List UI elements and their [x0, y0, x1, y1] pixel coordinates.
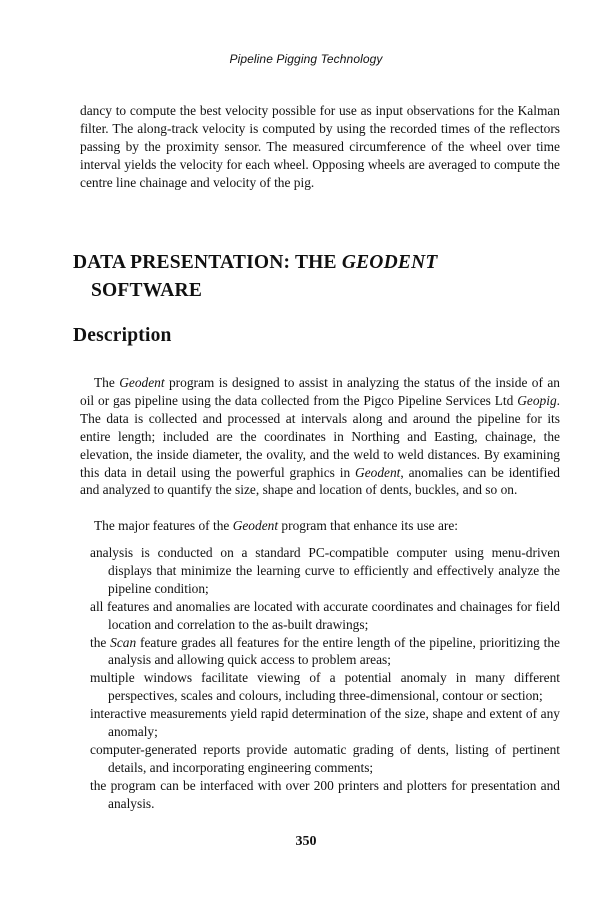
- paragraph-features-text-1: The major features of the: [94, 518, 233, 533]
- subsection-heading: Description: [73, 325, 172, 346]
- scan-term: Scan: [110, 634, 137, 650]
- page-number: 350: [295, 834, 317, 849]
- geodent-term: Geodent: [232, 518, 279, 533]
- paragraph-description-text-2: program is designed to assist in analyzing the status of the inside of an oil or gas pipeline using the data collected from the Pigco Pipeline Services Ltd: [80, 375, 560, 408]
- feature-item: computer-generated reports provide automatic grading of dents, listing of pertinent details, and incorporating engineering comments;: [90, 741, 560, 775]
- feature-list: [90, 544, 560, 813]
- paragraph-description: [80, 374, 560, 499]
- feature-item-text: feature grades all features for the entire length of the pipeline, prioritizing the analysis and allowing quick access to problem areas;: [108, 634, 560, 668]
- geodent-term: Geodent: [119, 375, 165, 390]
- feature-item-text: the: [90, 634, 111, 650]
- paragraph-intro: dancy to compute the best velocity possible for use as input observations for the Kalman filter. The along-track velocity is computed by using the recorded times of the reflectors passing by the proximity sensor. The measured circumference of the wheel over time interval yields the velocity for each wheel. Opposing wheels are averaged to compute the centre line chainage and velocity of the pig.: [80, 103, 560, 190]
- section-heading: [73, 249, 553, 305]
- geopig-term: Geopig: [517, 392, 557, 408]
- paragraph-description-text-3: . The data is collected and processed at intervals along and around the pipeline for its entire length; included are the coordinates in Northing and Easting, chainage, the elevation, the inside diameter, the ovality, and the weld to weld distances. By examining this data in detail using the powerful graphics in: [80, 392, 560, 480]
- running-head: Pipeline Pigging Technology: [229, 52, 383, 66]
- feature-item: multiple windows facilitate viewing of a potential anomaly in many different perspectives, scales and colours, including three-dimensional, contour or section;: [90, 670, 560, 704]
- paragraph-description-text-4: , anomalies can be identified and analyzed to quantify the size, shape and location of dents, buckles, and so on.: [80, 464, 561, 498]
- feature-item: interactive measurements yield rapid determination of the size, shape and extent of any anomaly;: [90, 706, 560, 740]
- paragraph-features-text-2: program that enhance its use are:: [278, 518, 459, 533]
- section-heading-text: DATA PRESENTATION: THE: [73, 252, 342, 273]
- paragraph-description-text-1: The: [94, 375, 120, 390]
- feature-item: all features and anomalies are located with accurate coordinates and chainages for field location and correlation to the as-built drawings;: [90, 598, 560, 632]
- feature-item: analysis is conducted on a standard PC-compatible computer using menu-driven displays that minimize the learning curve to efficiently and effectively analyze the pipeline condition;: [90, 545, 560, 596]
- section-heading-line2: SOFTWARE: [91, 280, 203, 301]
- feature-item: the program can be interfaced with over 200 printers and plotters for presentation and analysis.: [90, 777, 560, 811]
- feature-item: [90, 634, 560, 670]
- paragraph-features-intro: [80, 517, 560, 535]
- geodent-term: Geodent: [355, 464, 401, 480]
- section-heading-italic: GEODENT: [341, 252, 438, 273]
